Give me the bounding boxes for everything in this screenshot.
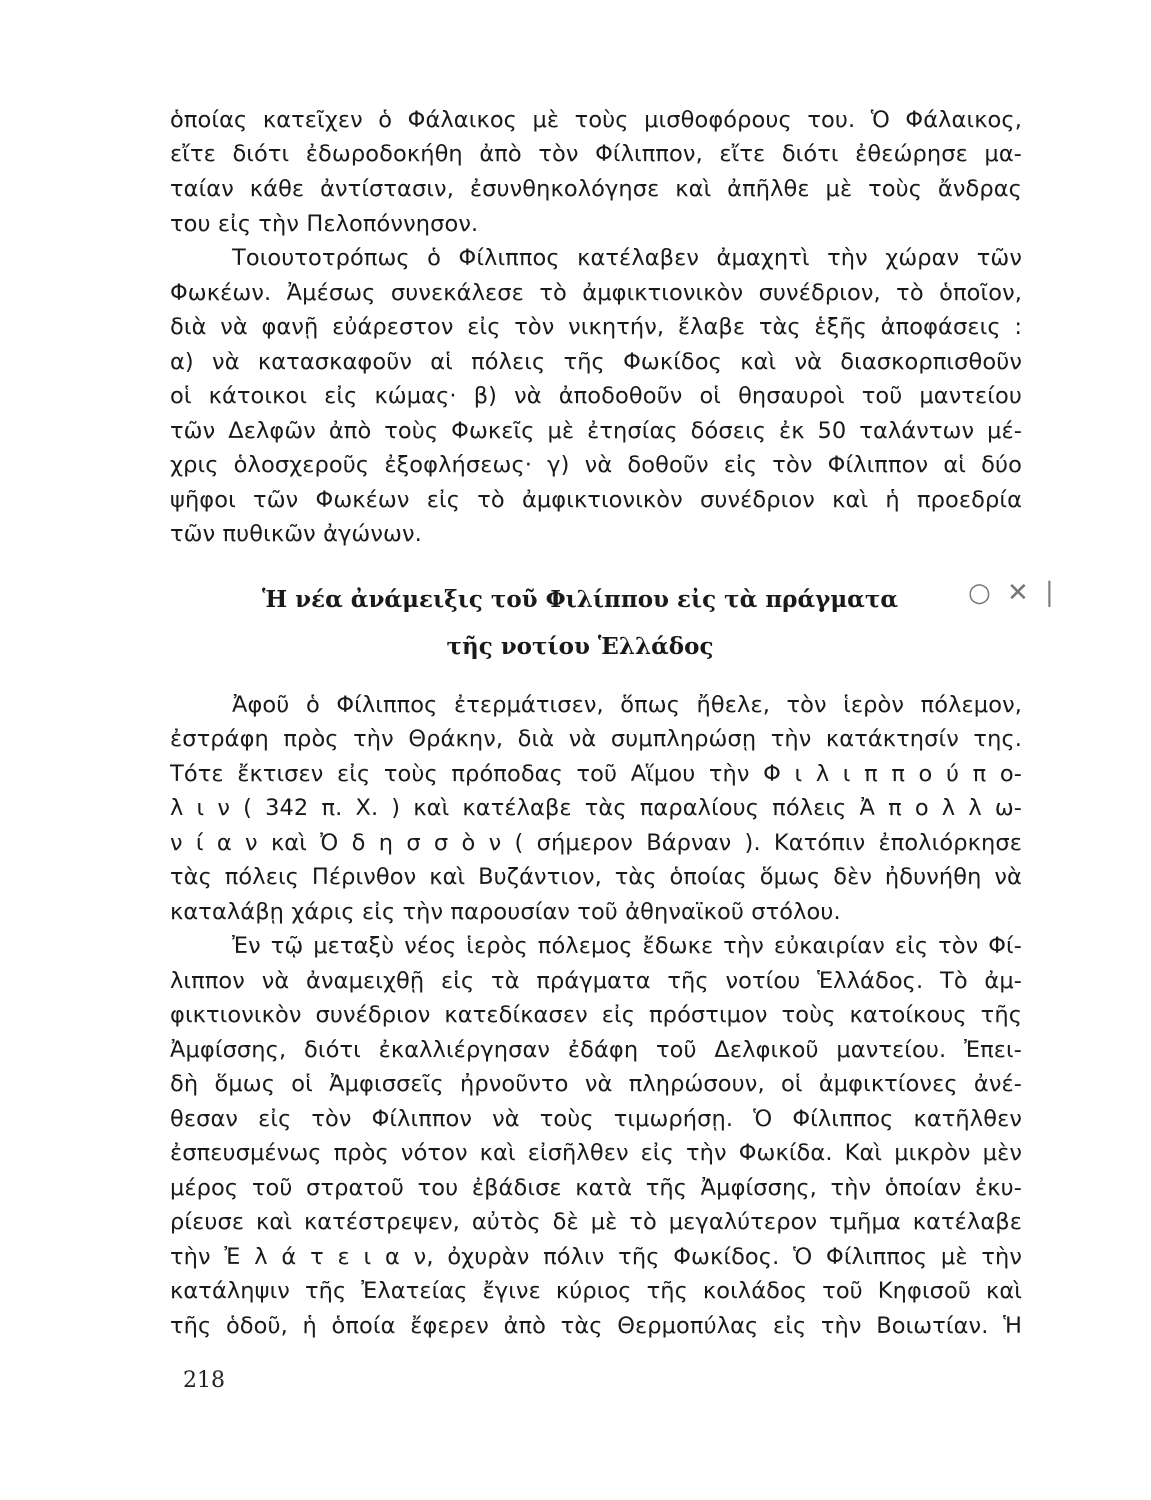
text-line: θεσαν εἰς τὸν Φίλιππον νὰ τοὺς τιμωρήσῃ. Ὁ Φίλιππος κατῆλθεν [170, 1106, 1022, 1132]
text-line: Ἀμφίσσης, διότι ἐκαλλιέργησαν ἐδάφη τοῦ Δελφικοῦ μαντείου. Ἐπει- [170, 1037, 1022, 1063]
text-line: τῶν πυθικῶν ἀγώνων. [170, 521, 422, 547]
text-line: λ ι ν ( 342 π. Χ. ) καὶ κατέλαβε τὰς παραλίους πόλεις Ἀ π ο λ λ ω- [170, 795, 1022, 821]
text-line: χρις ὁλοσχεροῦς ἐξοφλήσεως· γ) νὰ δοθοῦν εἰς τὸν Φίλιππον αἱ δύο [170, 452, 1022, 478]
text-line: ψῆφοι τῶν Φωκέων εἰς τὸ ἀμφικτιονικὸν συνέδριον καὶ ἡ προεδρία [170, 487, 1022, 513]
text-line: ὁποίας κατεῖχεν ὁ Φάλαικος μὲ τοὺς μισθοφόρους του. Ὁ Φάλαικος, [170, 107, 1022, 133]
text-line: δὴ ὅμως οἱ Ἀμφισσεῖς ἠρνοῦντο νὰ πληρώσουν, οἱ ἀμφικτίονες ἀνέ- [170, 1071, 1022, 1097]
text-line: ταίαν κάθε ἀντίστασιν, ἐσυνθηκολόγησε καὶ ἀπῆλθε μὲ τοὺς ἄνδρας [170, 176, 1022, 202]
text-line: καταλάβῃ χάρις εἰς τὴν παρουσίαν τοῦ ἀθηναϊκοῦ στόλου. [170, 899, 841, 925]
text-line: λιππον νὰ ἀναμειχθῇ εἰς τὰ πράγματα τῆς νοτίου Ἑλλάδος. Τὸ ἀμ- [170, 968, 1022, 994]
text-line: οἱ κάτοικοι εἰς κώμας· β) νὰ ἀποδοθοῦν οἱ θησαυροὶ τοῦ μαντείου [170, 383, 1022, 409]
page-number: 218 [183, 1368, 225, 1393]
text-line: τὴν Ἐ λ ά τ ε ι α ν, ὀχυρὰν πόλιν τῆς Φωκίδος. Ὁ Φίλιππος μὲ τὴν [170, 1244, 1022, 1270]
text-line: τῆς ὁδοῦ, ἡ ὁποία ἔφερεν ἀπὸ τὰς Θερμοπύλας εἰς τὴν Βοιωτίαν. Ἡ [170, 1313, 1022, 1339]
text-line: Ἐν τῷ μεταξὺ νέος ἱερὸς πόλεμος ἔδωκε τὴν εὐκαιρίαν εἰς τὸν Φί- [232, 933, 1022, 959]
text-line: ρίευσε καὶ κατέστρεψεν, αὐτὸς δὲ μὲ τὸ μεγαλύτερον τμῆμα κατέλαβε [170, 1209, 1022, 1235]
text-line: ἐσπευσμένως πρὸς νότον καὶ εἰσῆλθεν εἰς τὴν Φωκίδα. Καὶ μικρὸν μὲν [170, 1140, 1022, 1166]
handwritten-margin-annotation: ○ ✕ | [968, 578, 1058, 608]
section-heading-line-1: Ἡ νέα ἀνάμειξις τοῦ Φιλίππου εἰς τὰ πράγματα [261, 586, 899, 613]
text-line: ν ί α ν καὶ Ὀ δ η σ σ ὸ ν ( σήμερον Βάρναν ). Κατόπιν ἐπολιόρκησε [170, 830, 1022, 856]
text-line: α) νὰ κατασκαφοῦν αἱ πόλεις τῆς Φωκίδος καὶ νὰ διασκορπισθοῦν [170, 349, 1022, 375]
text-line: Ἀφοῦ ὁ Φίλιππος ἐτερμάτισεν, ὅπως ἤθελε, τὸν ἱερὸν πόλεμον, [232, 692, 1022, 718]
text-line: μέρος τοῦ στρατοῦ του ἐβάδισε κατὰ τῆς Ἀμφίσσης, τὴν ὁποίαν ἐκυ- [170, 1175, 1022, 1201]
text-line: ἐστράφη πρὸς τὴν Θράκην, διὰ νὰ συμπληρώσῃ τὴν κατάκτησίν της. [170, 726, 1022, 752]
section-heading-line-2: τῆς νοτίου Ἑλλάδος [446, 633, 714, 660]
text-line: Φωκέων. Ἀμέσως συνεκάλεσε τὸ ἀμφικτιονικὸν συνέδριον, τὸ ὁποῖον, [170, 280, 1022, 306]
text-line: τῶν Δελφῶν ἀπὸ τοὺς Φωκεῖς μὲ ἐτησίας δόσεις ἐκ 50 ταλάντων μέ- [170, 418, 1022, 444]
text-line: διὰ νὰ φανῇ εὐάρεστον εἰς τὸν νικητήν, ἔλαβε τὰς ἑξῆς ἀποφάσεις : [170, 314, 1022, 340]
text-line: εἴτε διότι ἐδωροδοκήθη ἀπὸ τὸν Φίλιππον, εἴτε διότι ἐθεώρησε μα- [170, 141, 1022, 167]
text-line: τὰς πόλεις Πέρινθον καὶ Βυζάντιον, τὰς ὁποίας ὅμως δὲν ἠδυνήθη νὰ [170, 864, 1022, 890]
text-line: Τότε ἔκτισεν εἰς τοὺς πρόποδας τοῦ Αἵμου τὴν Φ ι λ ι π π ο ύ π ο- [170, 761, 1022, 787]
text-line: Τοιουτοτρόπως ὁ Φίλιππος κατέλαβεν ἀμαχητὶ τὴν χώραν τῶν [232, 245, 1022, 271]
text-line: φικτιονικὸν συνέδριον κατεδίκασεν εἰς πρόστιμον τοὺς κατοίκους τῆς [170, 1002, 1022, 1028]
text-line: του εἰς τὴν Πελοπόννησον. [170, 211, 479, 237]
text-line: κατάληψιν τῆς Ἐλατείας ἔγινε κύριος τῆς κοιλάδος τοῦ Κηφισοῦ καὶ [170, 1278, 1022, 1304]
